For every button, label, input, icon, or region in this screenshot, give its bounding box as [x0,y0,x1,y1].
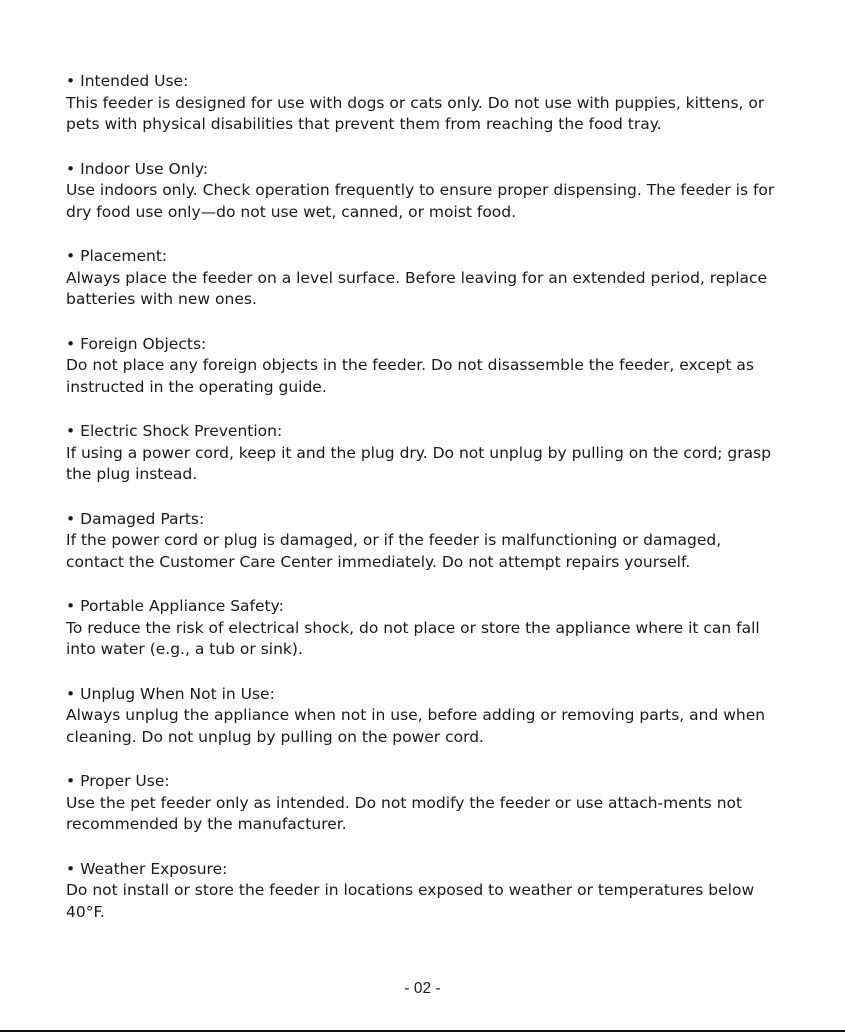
section-body: Do not place any foreign objects in the feeder. Do not disassemble the feeder, except as instructed in the operating guide. [66,356,754,396]
section-heading [66,771,776,793]
bullet-icon: • [66,72,76,90]
heading-text: Foreign Objects: [80,334,207,353]
bullet-icon: • [66,247,76,265]
section-heading [66,859,776,881]
section-portable-appliance-safety [66,596,776,661]
bullet-icon: • [66,597,76,615]
bullet-icon: • [66,159,76,178]
section-heading [66,334,776,356]
bullet-icon: • [66,509,76,528]
section-body: Use indoors only. Check operation frequently to ensure proper dispensing. The feeder is for dry food use only—do not use wet, canned, or moist food. [66,181,775,221]
section-heading [66,596,776,618]
heading-text: Weather Exposure: [80,859,228,878]
section-heading [66,246,776,268]
section-foreign-objects [66,334,776,399]
section-body: Do not install or store the feeder in locations exposed to weather or temperatures below 40°F. [66,881,755,921]
section-body: If using a power cord, keep it and the plug dry. Do not unplug by pulling on the cord; grasp the plug instead. [66,443,772,483]
section-heading [66,509,776,531]
heading-text: Intended Use: [80,72,189,90]
heading-text: Portable Appliance Safety: [80,597,284,615]
section-unplug-when-not-in-use [66,684,776,749]
section-body: Use the pet feeder only as intended. Do not modify the feeder or use attach-ments not recommended by the manufacturer. [66,793,743,833]
heading-text: Indoor Use Only: [80,159,209,178]
heading-text: Electric Shock Prevention: [80,422,283,440]
bullet-icon: • [66,422,76,440]
heading-text: Damaged Parts: [80,509,205,528]
page-number: - 02 - [404,980,441,997]
section-proper-use [66,771,776,836]
section-indoor-use-only [66,159,776,224]
section-heading [66,684,776,706]
bullet-icon: • [66,684,76,703]
section-placement [66,246,776,311]
section-heading [66,71,776,93]
section-electric-shock-prevention [66,421,776,486]
bullet-icon: • [66,772,76,790]
section-body: Always place the feeder on a level surface. Before leaving for an extended period, replace batteries with new ones. [66,268,768,308]
heading-text: Unplug When Not in Use: [80,684,275,703]
heading-text: Placement: [80,247,168,265]
section-body: If the power cord or plug is damaged, or if the feeder is malfunctioning or damaged, contact the Customer Care Center immediately. Do not attempt repairs yourself. [66,531,722,571]
section-heading [66,421,776,443]
section-body: To reduce the risk of electrical shock, do not place or store the appliance where it can fall into water (e.g., a tub or sink). [66,618,760,658]
footer-divider [0,1030,845,1032]
section-heading [66,159,776,181]
section-weather-exposure [66,859,776,924]
safety-instructions [66,71,776,946]
section-body: This feeder is designed for use with dogs or cats only. Do not use with puppies, kittens, or pets with physical disabilities that prevent them from reaching the food tray. [66,93,765,133]
bullet-icon: • [66,859,76,878]
heading-text: Proper Use: [80,772,170,790]
section-intended-use [66,71,776,136]
section-damaged-parts [66,509,776,574]
section-body: Always unplug the appliance when not in use, before adding or removing parts, and when cleaning. Do not unplug by pulling on the power cord. [66,706,766,746]
bullet-icon: • [66,334,76,353]
